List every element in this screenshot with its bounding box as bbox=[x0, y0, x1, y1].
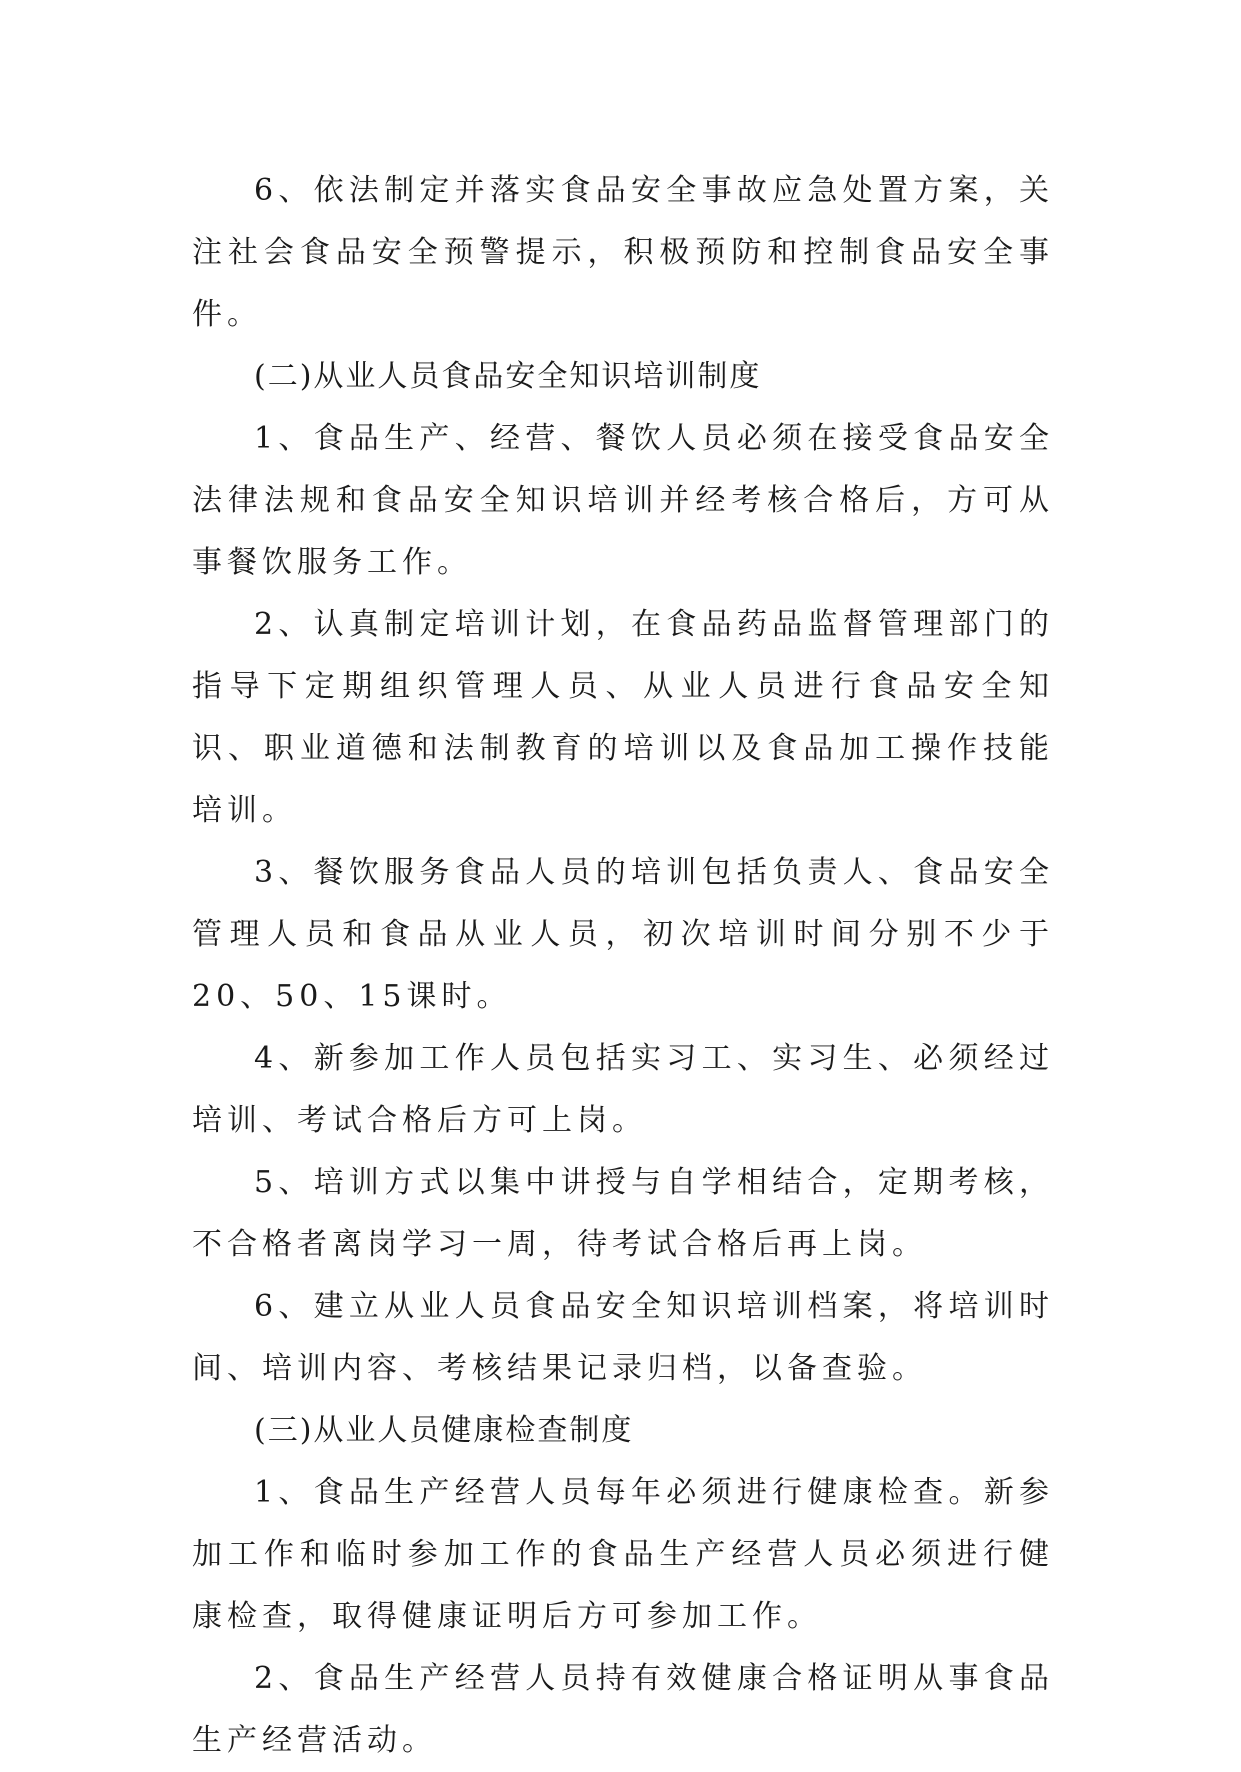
paragraph-item-4-new-staff-training: 4、新参加工作人员包括实习工、实习生、必须经过培训、考试合格后方可上岗。 bbox=[192, 1041, 1054, 1138]
paragraph-item-3-training-hours: 3、餐饮服务食品人员的培训包括负责人、食品安全管理人员和食品从业人员，初次培训时间分别不少于20、50、15课时。 bbox=[192, 855, 1054, 1014]
paragraph-item-6-emergency-plan: 6、依法制定并落实食品安全事故应急处置方案，关注社会食品安全预警提示，积极预防和控制食品安全事件。 bbox=[192, 173, 1054, 332]
paragraph-item-6-training-archive: 6、建立从业人员食品安全知识培训档案，将培训时间、培训内容、考核结果记录归档，以备查验。 bbox=[192, 1289, 1054, 1386]
paragraph-item-2-training-plan: 2、认真制定培训计划，在食品药品监督管理部门的指导下定期组织管理人员、从业人员进行食品安全知识、职业道德和法制教育的培训以及食品加工操作技能培训。 bbox=[192, 607, 1054, 828]
paragraph-item-1-training-before-work: 1、食品生产、经营、餐饮人员必须在接受食品安全法律法规和食品安全知识培训并经考核合格后，方可从事餐饮服务工作。 bbox=[192, 421, 1054, 580]
paragraph-item-2-valid-health-certificate: 2、食品生产经营人员持有效健康合格证明从事食品生产经营活动。 bbox=[192, 1661, 1054, 1758]
document-body bbox=[192, 160, 1054, 1772]
section-heading-training-system: (二)从业人员食品安全知识培训制度 bbox=[254, 359, 762, 394]
section-heading-health-check-system: (三)从业人员健康检查制度 bbox=[254, 1413, 634, 1448]
paragraph-item-1-annual-health-check: 1、食品生产经营人员每年必须进行健康检查。新参加工作和临时参加工作的食品生产经营人员必须进行健康检查，取得健康证明后方可参加工作。 bbox=[192, 1475, 1054, 1634]
paragraph-item-5-training-method: 5、培训方式以集中讲授与自学相结合，定期考核，不合格者离岗学习一周，待考试合格后再上岗。 bbox=[192, 1165, 1054, 1262]
